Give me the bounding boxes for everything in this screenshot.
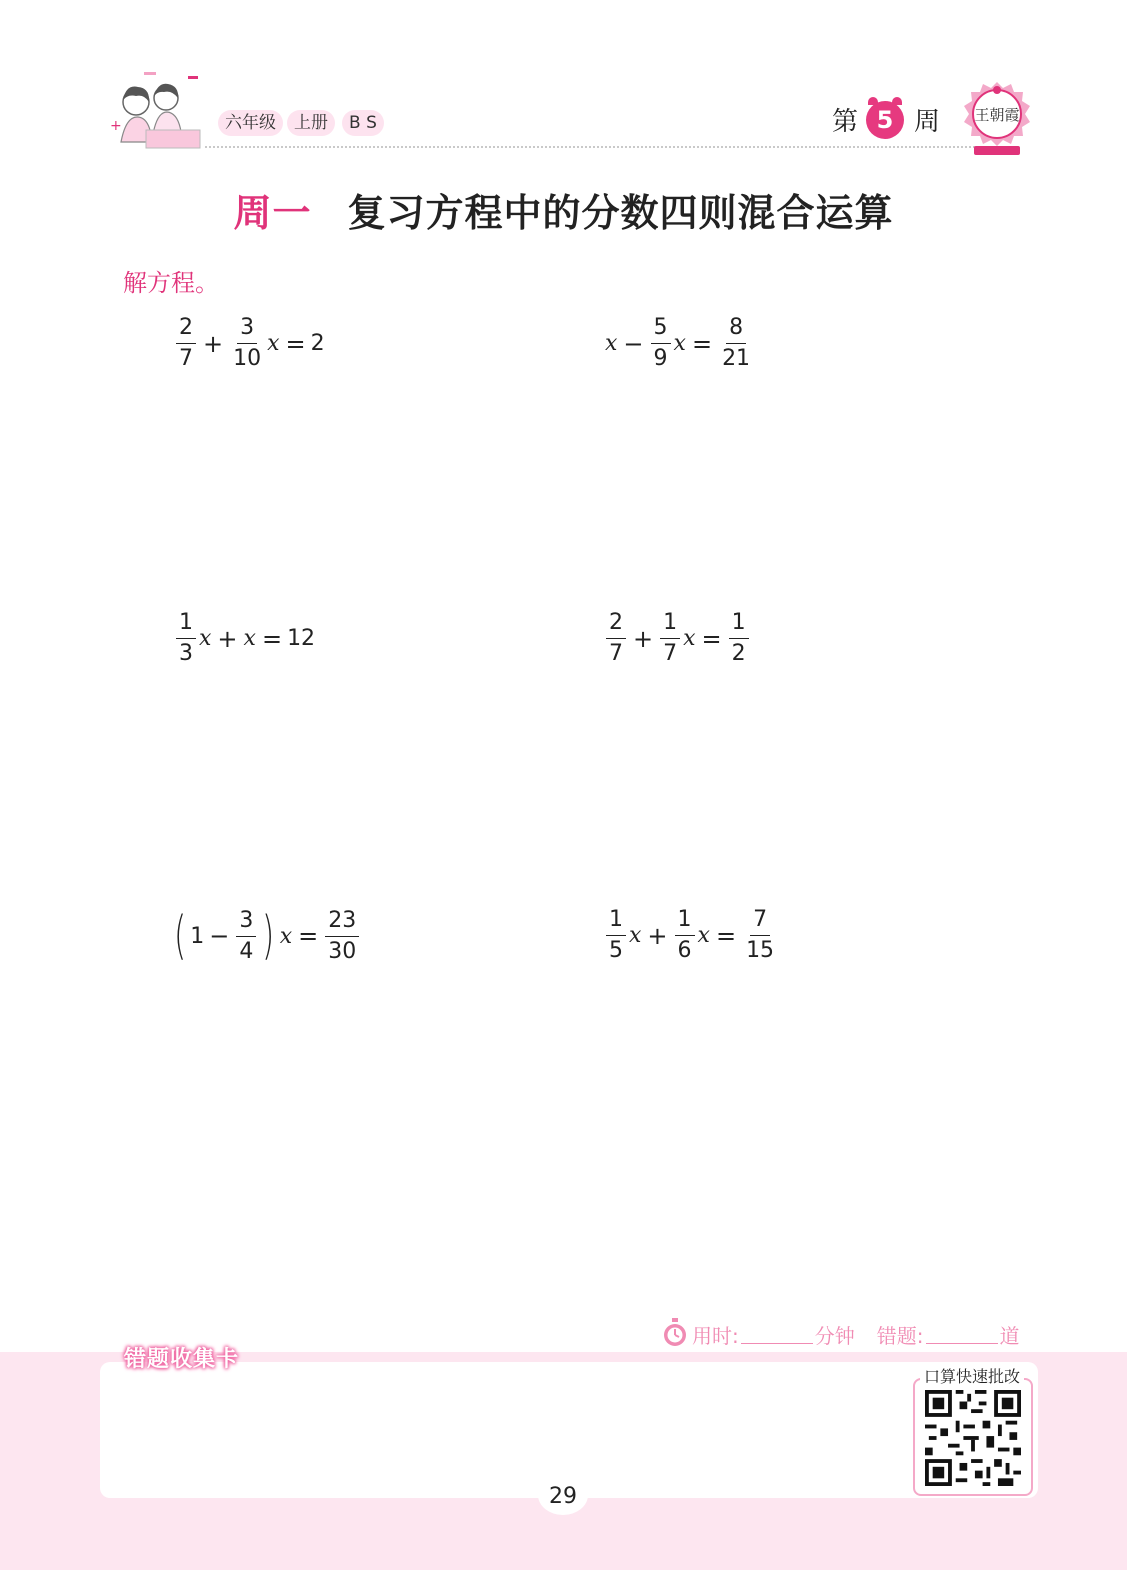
children-illustration bbox=[106, 72, 206, 158]
errors-label: 错题: bbox=[876, 1324, 924, 1348]
fraction: $\frac{1}{2}$ bbox=[729, 609, 749, 668]
equation-2: x − $\frac{5}{9}$ x = $\frac{8}{21}$ bbox=[604, 314, 755, 373]
week-suffix: 周 bbox=[914, 106, 941, 137]
fraction: $\frac{1}{3}$ bbox=[176, 609, 196, 668]
errors-blank[interactable] bbox=[926, 1325, 998, 1344]
equation-1: $\frac{2}{7}$ + $\frac{3}{10}$ x = 2 bbox=[174, 314, 325, 373]
qr-code-frame[interactable] bbox=[913, 1378, 1033, 1496]
fraction: $\frac{1}{6}$ bbox=[675, 906, 695, 965]
time-label: 用时: bbox=[692, 1324, 739, 1348]
title-day: 周一 bbox=[233, 191, 312, 235]
fraction: $\frac{23}{30}$ bbox=[325, 907, 359, 966]
fraction: $\frac{3}{4}$ bbox=[236, 907, 256, 966]
header-divider bbox=[205, 146, 975, 148]
fraction: $\frac{1}{7}$ bbox=[660, 609, 680, 668]
time-blank[interactable] bbox=[741, 1325, 813, 1344]
page-number: 29 bbox=[538, 1475, 588, 1515]
svg-text:王朝霞: 王朝霞 bbox=[974, 108, 1020, 124]
fraction: $\frac{2}{7}$ bbox=[176, 314, 196, 373]
equation-3: $\frac{1}{3}$ x + x = 12 bbox=[174, 609, 315, 668]
volume-pill: 上册 bbox=[287, 110, 335, 136]
equation-4: $\frac{2}{7}$ + $\frac{1}{7}$ x = $\frac{1}{2}$ bbox=[604, 609, 751, 668]
edition-pill: B S bbox=[342, 110, 384, 136]
qr-title: 口算快速批改 bbox=[920, 1364, 1024, 1387]
time-unit: 分钟 bbox=[814, 1324, 855, 1348]
fraction: $\frac{1}{5}$ bbox=[606, 906, 626, 965]
instruction: 解方程。 bbox=[123, 269, 219, 297]
week-prefix: 第 bbox=[832, 106, 859, 137]
week-number: 5 bbox=[866, 101, 904, 139]
equation-5: ( 1 − $\frac{3}{4}$ ) x = $\frac{23}{30}$ bbox=[170, 906, 361, 966]
fraction: $\frac{8}{21}$ bbox=[722, 315, 751, 371]
svg-text:+: + bbox=[110, 118, 122, 134]
brand-seal-logo bbox=[960, 78, 1034, 162]
time-errors-row bbox=[692, 1320, 1020, 1349]
card-title: 错题收集卡 bbox=[124, 1347, 240, 1372]
errors-unit: 道 bbox=[999, 1324, 1020, 1348]
fraction: $\frac{2}{7}$ bbox=[606, 609, 626, 668]
qr-code-icon[interactable] bbox=[923, 1390, 1023, 1486]
equation-6: $\frac{1}{5}$ x + $\frac{1}{6}$ x = $\frac{7}{15}$ bbox=[604, 906, 779, 965]
fraction: $\frac{7}{15}$ bbox=[746, 907, 775, 963]
title-topic: 复习方程中的分数四则混合运算 bbox=[347, 191, 894, 235]
week-indicator bbox=[832, 96, 940, 142]
page-title bbox=[0, 182, 1127, 237]
stopwatch-icon bbox=[662, 1318, 688, 1348]
grade-pill: 六年级 bbox=[218, 110, 283, 136]
fraction: $\frac{5}{9}$ bbox=[651, 314, 671, 373]
alarm-clock-icon bbox=[866, 99, 906, 139]
fraction: $\frac{3}{10}$ bbox=[233, 315, 262, 371]
